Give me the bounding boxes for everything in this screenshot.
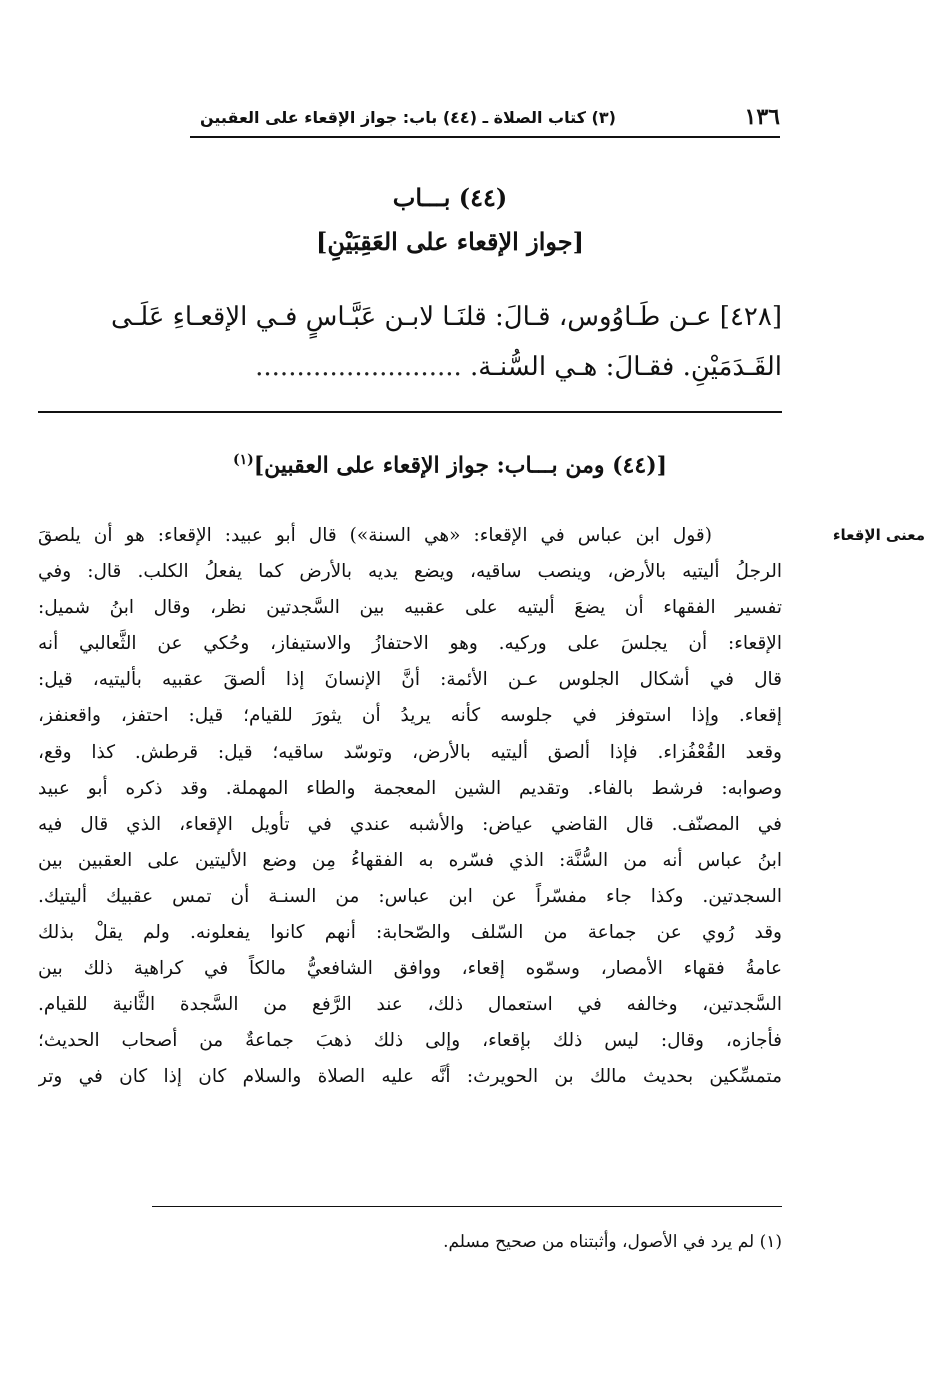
running-header-title: (٣) كتاب الصلاة ـ (٤٤) باب: جواز الإقعاء على العقبين — [200, 108, 616, 127]
commentary-line: السَّجدتين، وخالفه في استعمال ذلك، عند الرَّفع من السَّجدة الثَّانية للقيام. — [38, 994, 782, 1016]
section-divider — [38, 411, 782, 413]
hadith-line-text: القَـدَمَيْنِ. فقـالَ: هـي السُّنـة. — [470, 352, 782, 382]
commentary-heading-text: [(٤٤) ومن بـــاب: جواز الإقعاء على العقبين] — [253, 452, 668, 479]
chapter-number: (٤٤) بـــاب — [392, 183, 508, 212]
commentary-line: قال في أشكال الجلوس عـن الأئمة: أنَّ الإنسانَ إذا ألصقَ عقبيه بأليتيه، قيل: — [38, 669, 782, 691]
hadith-dots: ......................... — [255, 352, 462, 382]
commentary-line: متمسِّكين بحديث مالك بن الحويرث: أنَّه عليه الصلاة والسلام كان إذا كان في وتر — [38, 1066, 782, 1088]
footnote-divider — [152, 1206, 782, 1207]
commentary-body — [38, 518, 782, 1096]
hadith-text — [38, 292, 782, 392]
hadith-line: [٤٢٨] عـن طَـاوُوس، قـالَ: قلنَـا لابـن عَبَّـاسٍ فـي الإقعـاءِ عَلَـى — [110, 302, 782, 332]
hadith-line-last — [38, 342, 782, 392]
commentary-line: الإقعاء: أن يجلسَ على وركيه. وهو الاحتفازُ والاستيفاز، وحُكي عن الثَّعالبي أنه — [38, 633, 782, 655]
commentary-line: تفسير الفقهاء أن يضعَ أليتيه على عقبيه بين السَّجدتين نظر، وقال ابنُ شميل: — [38, 597, 782, 619]
commentary-heading — [100, 452, 800, 478]
margin-note: معنى الإقعاء — [832, 526, 925, 544]
commentary-line: وقعد القُعْفُزاء. فإذا ألصق أليتيه بالأرض، وتوسّد ساقيه؛ قيل: قرطش. كذا وقع، — [38, 741, 782, 763]
commentary-line: إقعاء. وإذا استوفز في جلوسه كأنه يريدُ أن يثورَ للقيام؛ قيل: احتفز، واقعنفز، — [38, 705, 782, 727]
commentary-line: فأجازه، وقال: ليس ذلك بإقعاء، وإلى ذلك ذهبَ جماعةٌ من أصحاب الحديث؛ — [38, 1030, 782, 1052]
running-header — [190, 104, 780, 138]
footnote: (١) لم يرد في الأصول، وأثبتناه من صحيح مسلم. — [443, 1232, 782, 1252]
commentary-line: في المصنّف. قال القاضي عياض: والأشبه عندي في تأويل الإقعاء، الذي قال فيه — [38, 813, 782, 835]
commentary-line: وصوابه: فرشط بالفاء. وتقديم الشين المعجمة والطاء المهملة. وقد ذكره أبو عبيد — [38, 777, 782, 799]
page-number: ١٣٦ — [744, 104, 780, 130]
commentary-line: وقد رُوي عن جماعة من السّلف والصّحابة: أنهم كانوا يفعلونه. ولم يقلْ بذلك — [38, 922, 782, 944]
chapter-title: [جواز الإقعاء على العَقِبَيْنِ] — [316, 227, 584, 256]
commentary-line: السجدتين. وكذا جاء مفسّراً عن ابن عباس: من السنـة أن تمس عقبيك أليتيك. — [38, 885, 782, 907]
commentary-line: الرجلُ أليتيه بالأرض، وينصب ساقيه، ويضع يديه بالأرض كما يفعلُ الكلب. قال: وفي — [38, 561, 782, 583]
commentary-line: ابنُ عباس أنه من السُّنَّة: الذي فسّره به الفقهاءُ مِن وضع الأليتين على العقبين بين — [38, 849, 782, 871]
commentary-line: (قول ابن عباس في الإقعاء: «هي السنة») قال أبو عبيد: الإقعاء: هو أن يلصقَ — [38, 525, 712, 546]
chapter-heading — [100, 176, 800, 264]
commentary-line: عامةُ فقهاء الأمصار، وسمّوه إقعاء، ووافق الشافعيُّ مالكاً في كراهية ذلك بين — [38, 958, 782, 980]
footnote-marker: (١) — [232, 452, 254, 468]
